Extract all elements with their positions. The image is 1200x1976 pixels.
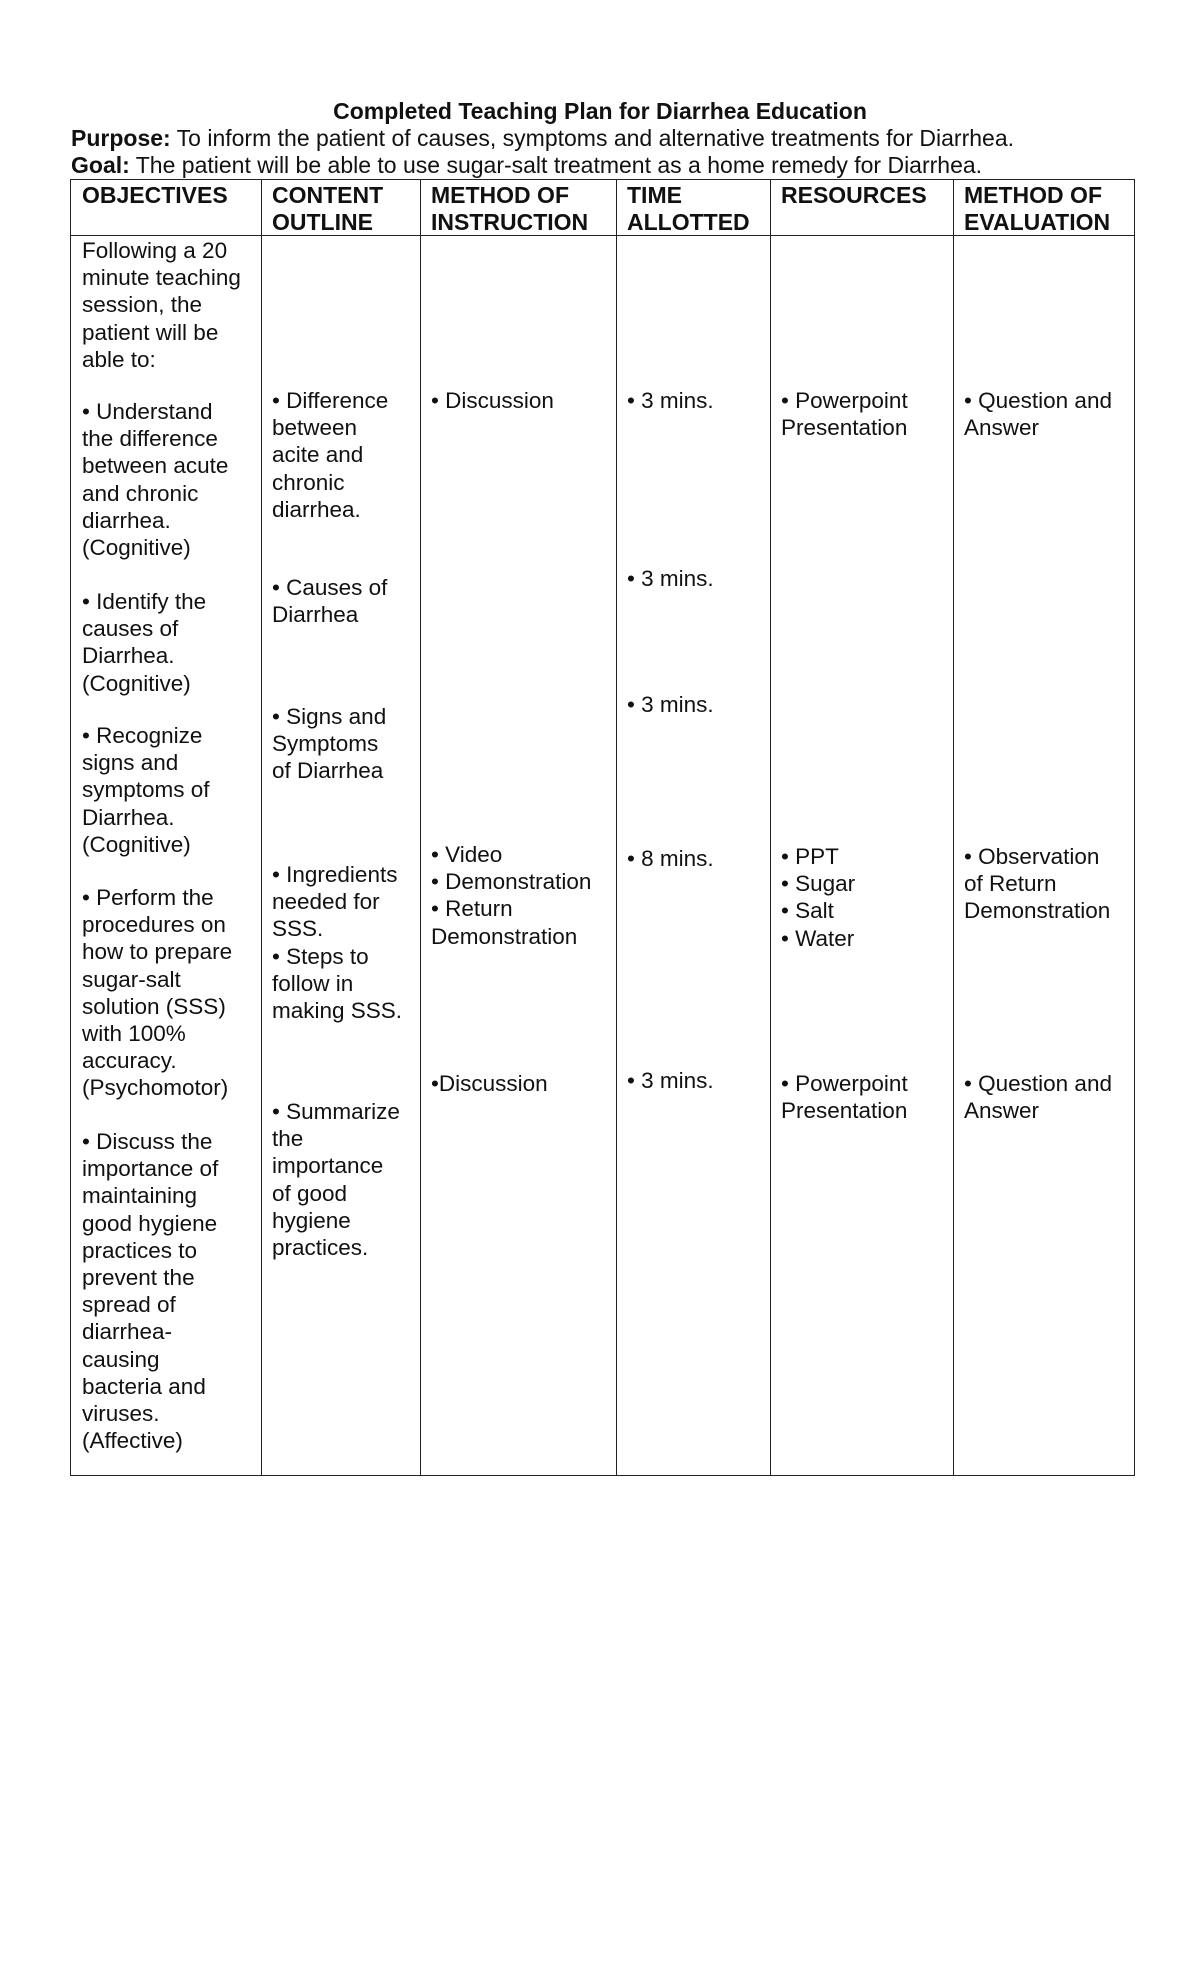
- time-item: • 8 mins.: [627, 846, 714, 871]
- header-resources: RESOURCES: [781, 182, 927, 208]
- document-title: Completed Teaching Plan for Diarrhea Education: [333, 98, 867, 124]
- time-item: • 3 mins.: [627, 566, 714, 591]
- method-item: •Discussion: [431, 1071, 548, 1096]
- purpose-label: Purpose:: [71, 125, 171, 151]
- goal-label: Goal:: [71, 152, 130, 178]
- header-objectives: OBJECTIVES: [82, 182, 228, 208]
- header-content-outline: CONTENT OUTLINE: [272, 182, 384, 235]
- evaluation-item: • Question and Answer: [964, 1071, 1112, 1124]
- content-item: • Summarize the importance of good hygiene practices.: [272, 1099, 400, 1261]
- time-item: • 3 mins.: [627, 388, 714, 413]
- method-item: • Video • Demonstration • Return Demonstration: [431, 842, 592, 949]
- column-divider: [616, 180, 617, 1475]
- column-divider: [261, 180, 262, 1475]
- content-item: • Ingredients needed for SSS. • Steps to follow in making SSS.: [272, 862, 403, 1024]
- objective-item: • Understand the difference between acute and chronic diarrhea. (Cognitive): [82, 399, 229, 561]
- header-time-allotted: TIME ALLOTTED: [627, 182, 750, 235]
- purpose-text: To inform the patient of causes, symptoms and alternative treatments for Diarrhea.: [170, 125, 1014, 151]
- evaluation-item: • Observation of Return Demonstration: [964, 844, 1111, 924]
- resource-item: • Powerpoint Presentation: [781, 1071, 908, 1124]
- column-divider: [770, 180, 771, 1475]
- time-item: • 3 mins.: [627, 1068, 714, 1093]
- goal-line: [71, 152, 982, 179]
- content-item: • Causes of Diarrhea: [272, 575, 388, 628]
- evaluation-item: • Question and Answer: [964, 388, 1112, 441]
- column-divider: [953, 180, 954, 1475]
- teaching-plan-table: [70, 179, 1135, 1476]
- objective-item: • Discuss the importance of maintaining good hygiene practices to prevent the spread of diarrhea- causing bacteria and viruses. (Affective): [82, 1129, 219, 1454]
- purpose-line: [71, 125, 1014, 152]
- content-item: • Difference between acite and chronic diarrhea.: [272, 388, 389, 522]
- header-method-of-instruction: METHOD OF INSTRUCTION: [431, 182, 589, 235]
- resource-item: • Powerpoint Presentation: [781, 388, 908, 441]
- method-item: • Discussion: [431, 388, 554, 413]
- resource-item: • PPT • Sugar • Salt • Water: [781, 844, 856, 951]
- content-item: • Signs and Symptoms of Diarrhea: [272, 704, 387, 784]
- header-method-of-evaluation: METHOD OF EVALUATION: [964, 182, 1111, 235]
- objective-item: • Recognize signs and symptoms of Diarrhea. (Cognitive): [82, 723, 210, 857]
- objective-item: • Perform the procedures on how to prepare sugar-salt solution (SSS) with 100% accuracy. (Psychomotor): [82, 885, 233, 1101]
- objective-item: • Identify the causes of Diarrhea. (Cognitive): [82, 589, 207, 696]
- objectives-intro: Following a 20 minute teaching session, the patient will be able to:: [82, 238, 241, 372]
- column-divider: [420, 180, 421, 1475]
- time-item: • 3 mins.: [627, 692, 714, 717]
- goal-text: The patient will be able to use sugar-salt treatment as a home remedy for Diarrhea.: [129, 152, 983, 178]
